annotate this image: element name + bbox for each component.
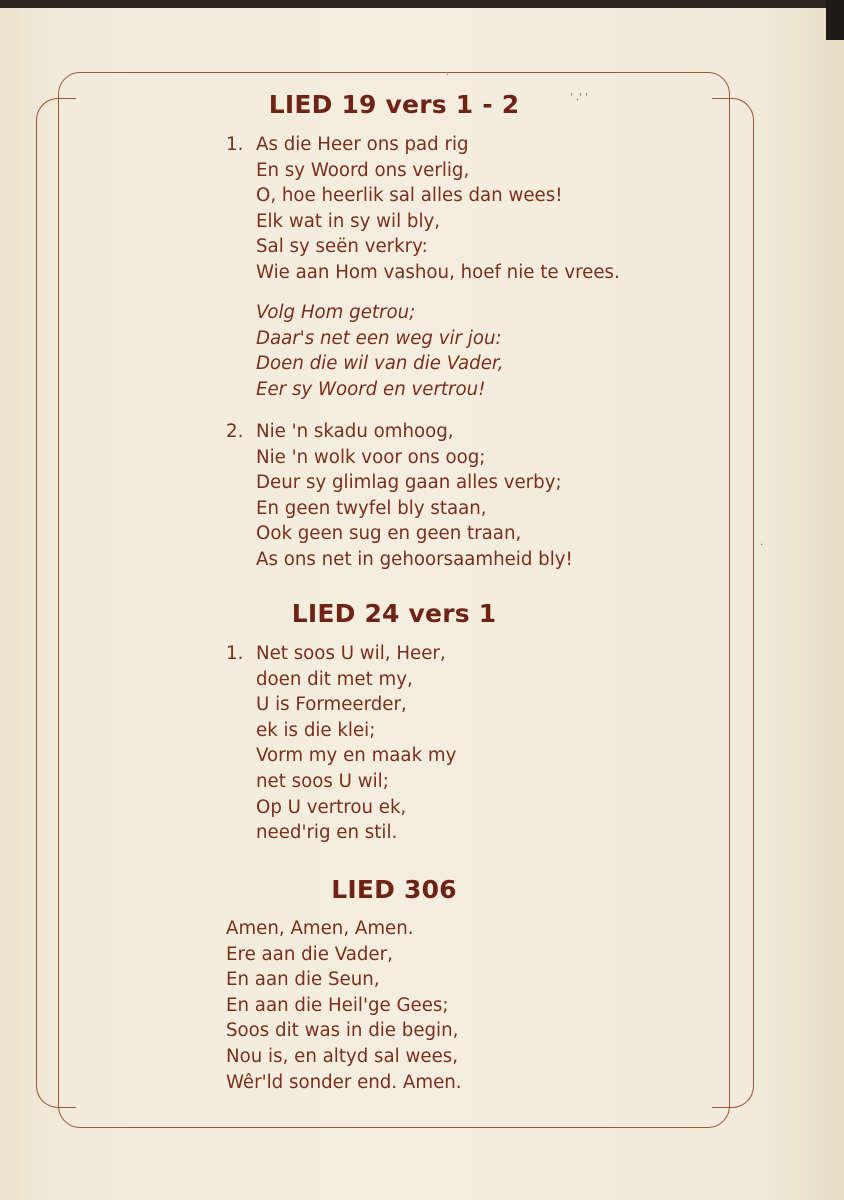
verse-line: ek is die klei;: [256, 719, 376, 741]
refrain-line: Eer sy Woord en vertrou!: [256, 378, 486, 400]
hymn-heading-lied-24: LIED 24 vers 1: [291, 599, 497, 628]
verse-line: En geen twyfel bly staan,: [256, 497, 487, 519]
verse-line: Soos dit was in die begin,: [226, 1020, 459, 1042]
verse-line: need'rig en stil.: [256, 822, 398, 844]
verse-line: Wie aan Hom vashou, hoef nie te vrees.: [256, 261, 620, 283]
refrain-line: Doen die wil van die Vader,: [256, 353, 504, 375]
verse-line: U is Formeerder,: [256, 694, 407, 716]
verse-line: Vorm my en maak my: [256, 745, 457, 767]
verse-number: 1.: [226, 134, 244, 155]
verse-line: Nie 'n wolk voor ons oog;: [256, 446, 486, 468]
verse-line: net soos U wil;: [256, 770, 389, 792]
scan-speck: ' .' ': [570, 92, 588, 103]
scan-speck: ·: [760, 540, 764, 551]
refrain-lied-19: [228, 300, 504, 402]
verse-line: Ook geen sug en geen traan,: [256, 523, 522, 545]
verse-line: En aan die Seun,: [226, 969, 380, 991]
verse-line: Deur sy glimlag gaan alles verby;: [256, 472, 562, 494]
paper-corner-shadow: [826, 0, 844, 40]
verse-number: 1.: [226, 643, 244, 664]
verse-line: doen dit met my,: [256, 668, 413, 690]
scan-speck: ·: [446, 70, 450, 81]
verse-line: As ons net in gehoorsaamheid bly!: [256, 548, 573, 570]
refrain-line: Daar's net een weg vir jou:: [256, 327, 502, 349]
verse-line: Nie 'n skadu omhoog,: [256, 421, 454, 442]
verse-line: Amen, Amen, Amen.: [226, 918, 414, 939]
verse-2-lied-19: [228, 419, 573, 573]
paper-top-edge: [0, 0, 844, 8]
verse-line: Wêr'ld sonder end. Amen.: [226, 1071, 462, 1093]
verse-line: As die Heer ons pad rig: [256, 134, 469, 155]
verse-line: O, hoe heerlik sal alles dan wees!: [256, 185, 563, 207]
verse-number: 2.: [226, 421, 244, 442]
verse-line: Op U vertrou ek,: [256, 796, 407, 818]
verse-line: Net soos U wil, Heer,: [256, 643, 446, 664]
hymn-heading-lied-19: LIED 19 vers 1 - 2: [268, 90, 520, 119]
verse-1-lied-19: [228, 132, 620, 286]
verse-line: Sal sy seën verkry:: [256, 236, 428, 258]
hymn-heading-lied-306: LIED 306: [331, 875, 457, 904]
refrain-line: Volg Hom getrou;: [256, 302, 416, 323]
verse-line: En sy Woord ons verlig,: [256, 159, 470, 181]
verse-line: Ere aan die Vader,: [226, 943, 393, 965]
verse-line: En aan die Heil'ge Gees;: [226, 994, 449, 1016]
doxology-lied-306: [226, 916, 462, 1095]
verse-1-lied-24: [228, 641, 456, 846]
verse-line: Nou is, en altyd sal wees,: [226, 1045, 459, 1067]
verse-line: Elk wat in sy wil bly,: [256, 210, 441, 232]
